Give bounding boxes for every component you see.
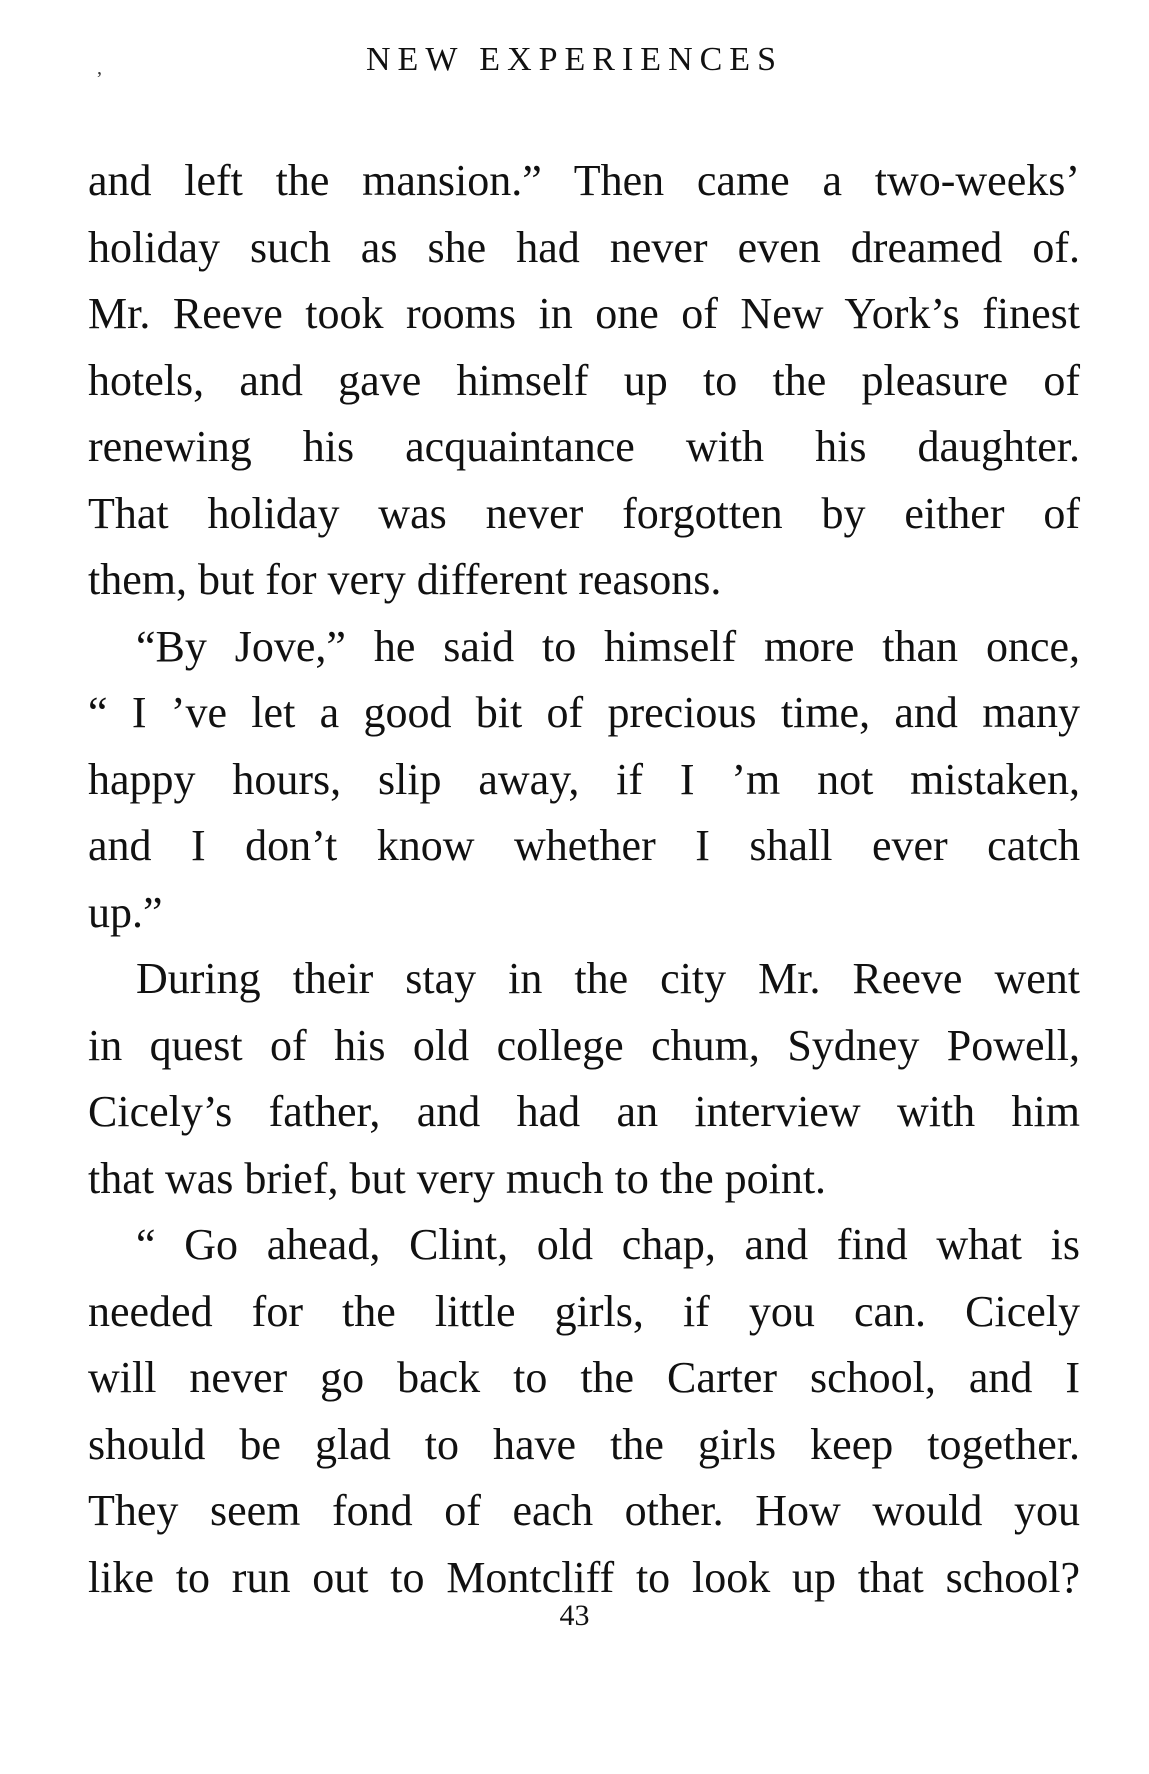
text-line: holiday such as she had never even dreamed of. bbox=[88, 222, 1080, 272]
text-line: hotels, and gave himself up to the pleasure of bbox=[88, 355, 1080, 405]
text-line: happy hours, slip away, if I ’m not mistaken, bbox=[88, 754, 1080, 804]
text-line: Mr. Reeve took rooms in one of New York’s finest bbox=[88, 289, 1080, 338]
text-line: Cicely’s father, and had an interview with him bbox=[88, 1087, 1080, 1136]
text-line: “ I ’ve let a good bit of precious time, and many bbox=[88, 688, 1080, 737]
stray-mark: , bbox=[97, 57, 102, 79]
text-line: and left the mansion.” Then came a two-weeks’ bbox=[88, 156, 1080, 205]
text-line: needed for the little girls, if you can. Cicely bbox=[88, 1286, 1080, 1336]
text-line: renewing his acquaintance with his daughter. bbox=[88, 422, 1080, 471]
text-line: During their stay in the city Mr. Reeve went bbox=[136, 954, 1080, 1003]
running-head: NEW EXPERIENCES bbox=[366, 41, 783, 78]
page-number: 43 bbox=[559, 1599, 590, 1632]
text-line: should be glad to have the girls keep together. bbox=[88, 1419, 1080, 1469]
text-line: “ Go ahead, Clint, old chap, and find what is bbox=[136, 1220, 1080, 1269]
text-line: up.” bbox=[88, 887, 163, 937]
text-line: that was brief, but very much to the point. bbox=[88, 1153, 827, 1203]
text-line: That holiday was never forgotten by either of bbox=[88, 488, 1080, 538]
text-line: in quest of his old college chum, Sydney Powell, bbox=[88, 1020, 1080, 1070]
body-text bbox=[88, 148, 1080, 1611]
text-line: them, but for very different reasons. bbox=[88, 555, 722, 604]
text-line: will never go back to the Carter school, and I bbox=[88, 1353, 1080, 1402]
text-line: and I don’t know whether I shall ever catch bbox=[88, 821, 1080, 870]
text-line: like to run out to Montcliff to look up that school? bbox=[88, 1552, 1080, 1602]
text-line: They seem fond of each other. How would you bbox=[88, 1486, 1080, 1535]
text-line: “By Jove,” he said to himself more than once, bbox=[136, 621, 1080, 671]
